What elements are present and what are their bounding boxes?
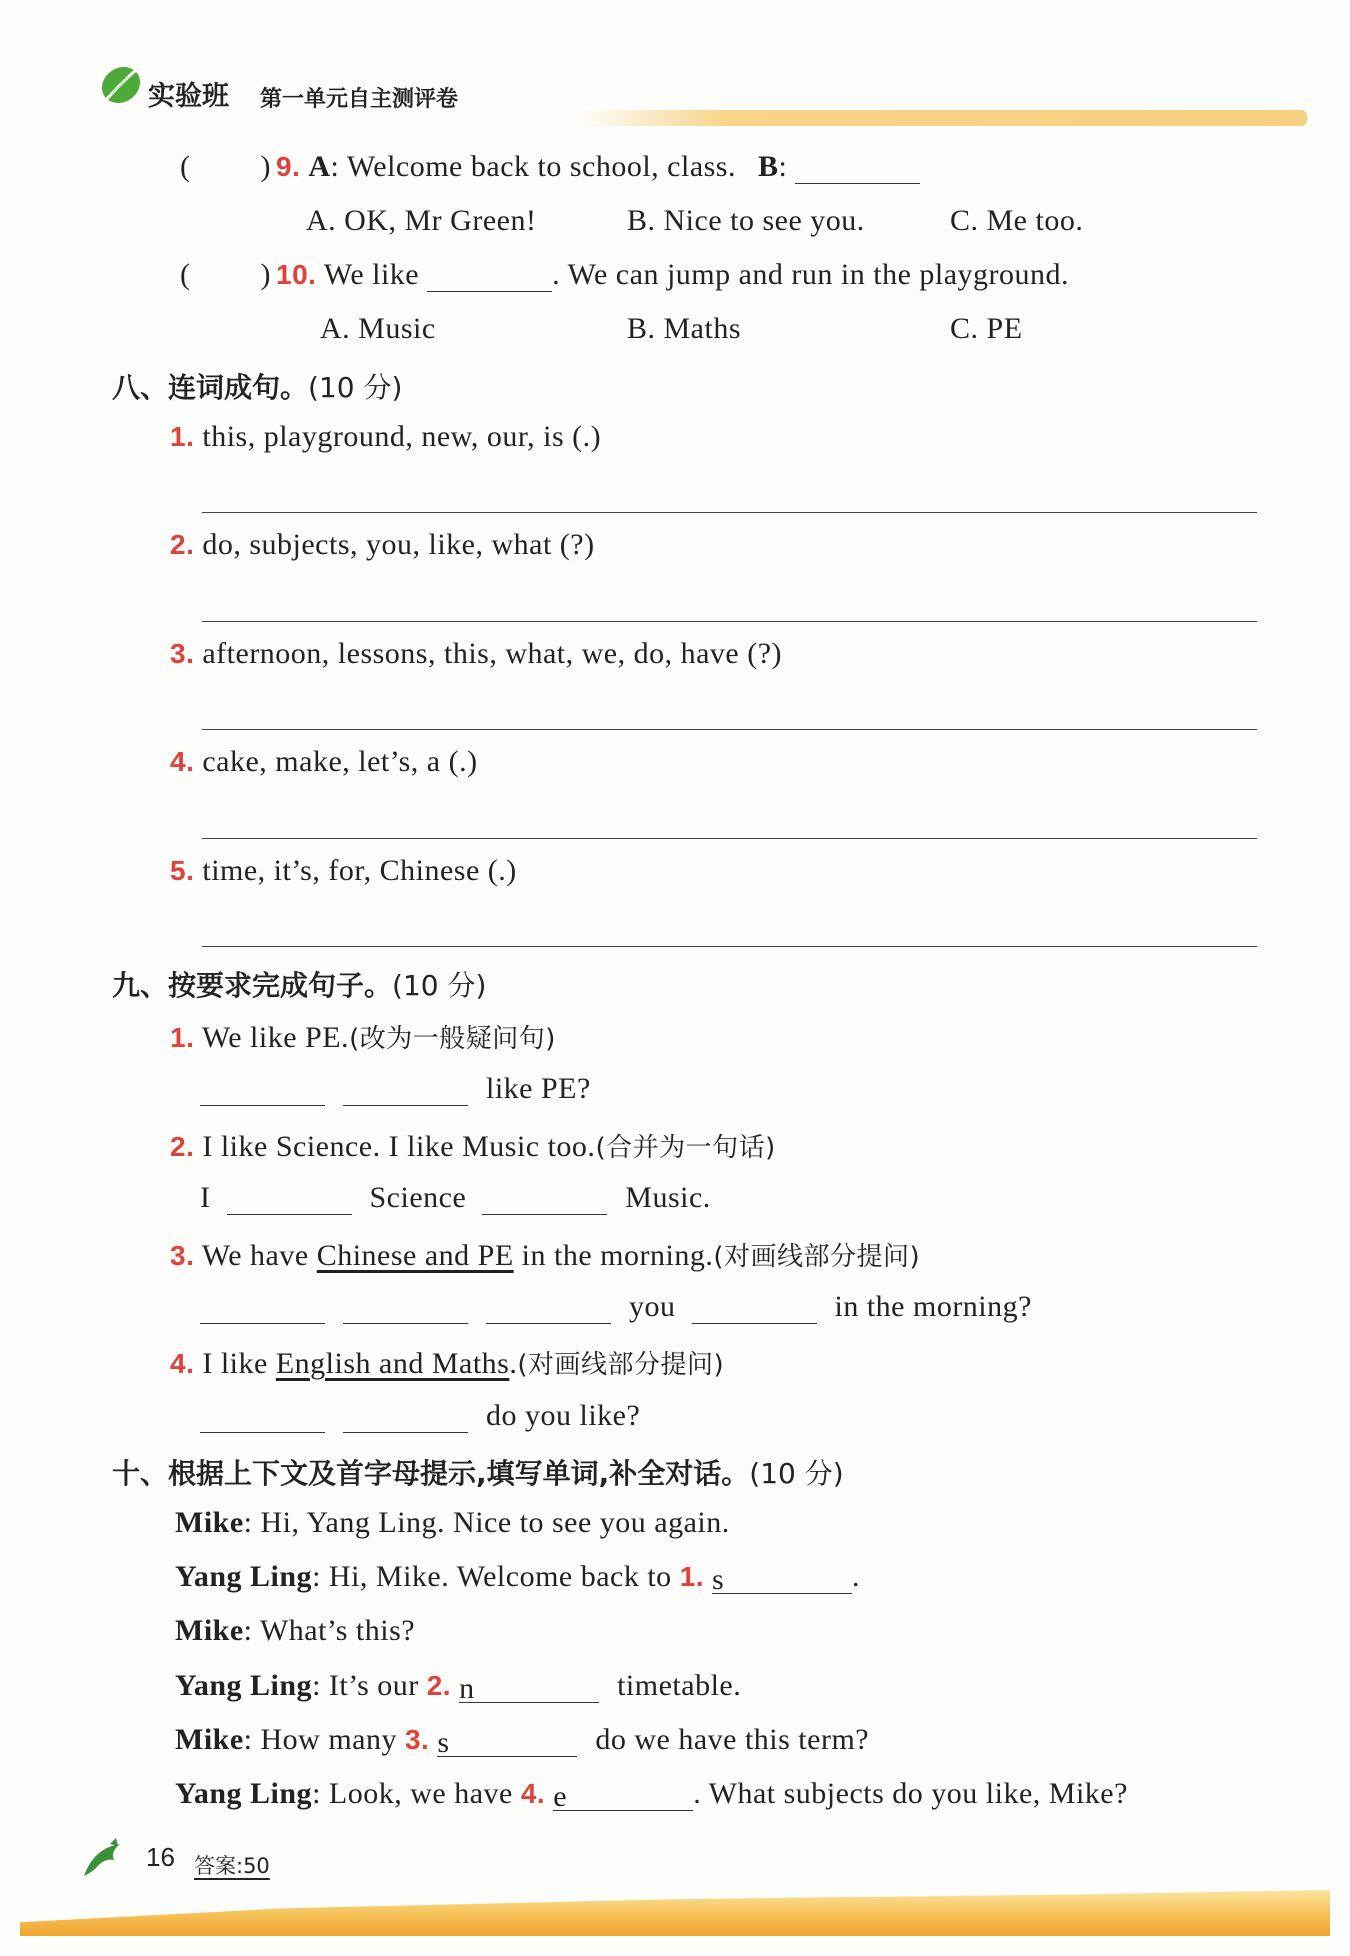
footer-decoration-band <box>20 1890 1330 1936</box>
section8-heading: 八、连词成句。(10 分) <box>112 371 403 404</box>
s9-q1-blank-2[interactable] <box>343 1075 468 1106</box>
s9-q1-answer: like PE? <box>200 1072 591 1106</box>
dialogue-line-3: Mike: What’s this? <box>175 1614 416 1647</box>
s9-q2-blank-1[interactable] <box>227 1184 352 1215</box>
s9-q4-blank-1[interactable] <box>200 1402 325 1433</box>
q10-answer-bracket[interactable]: ( ) <box>180 258 271 291</box>
s9-q2-blank-2[interactable] <box>482 1184 607 1215</box>
s9-q3-blank-4[interactable] <box>692 1293 817 1324</box>
dialogue-line-4: Yang Ling: It’s our 2. n timetable. <box>175 1669 742 1705</box>
q10-option-b: B. Maths <box>627 312 742 345</box>
leaf-logo-icon <box>98 62 144 108</box>
s9-q3-answer: you in the morning? <box>200 1290 1032 1324</box>
q9-option-b: B. Nice to see you. <box>627 204 865 237</box>
test-title: 第一单元自主测评卷 <box>260 87 459 112</box>
section9-heading: 九、按要求完成句子。(10 分) <box>112 969 487 1002</box>
s8-item-3: 3. afternoon, lessons, this, what, we, do, have (?) <box>170 637 783 670</box>
q9-option-c: C. Me too. <box>950 204 1084 237</box>
s8-item-5: 5. time, it’s, for, Chinese (.) <box>170 854 517 887</box>
s9-q4-blank-2[interactable] <box>343 1402 468 1433</box>
page-number: 16 <box>146 1842 175 1872</box>
s8-answer-line-2[interactable] <box>202 621 1257 622</box>
q9-answer-bracket[interactable]: ( ) <box>180 150 271 183</box>
s8-answer-line-1[interactable] <box>202 512 1257 513</box>
s8-answer-line-4[interactable] <box>202 838 1257 839</box>
dialogue-line-6: Yang Ling: Look, we have 4. e . What subjects do you like, Mike? <box>175 1777 1128 1813</box>
s8-answer-line-5[interactable] <box>202 946 1257 947</box>
s8-item-2: 2. do, subjects, you, like, what (?) <box>170 528 595 561</box>
s9-q3-blank-3[interactable] <box>486 1293 611 1324</box>
brand-name: 实验班 <box>148 81 229 112</box>
dolphin-icon <box>80 1838 128 1882</box>
s9-q3-blank-1[interactable] <box>200 1293 325 1324</box>
dialogue-line-5: Mike: How many 3. s do we have this term? <box>175 1723 870 1759</box>
q10-option-c: C. PE <box>950 312 1023 345</box>
dialogue-blank-1[interactable]: s <box>712 1563 852 1594</box>
s9-q4: 4. I like English and Maths.(对画线部分提问) <box>170 1347 725 1380</box>
dialogue-line-1: Mike: Hi, Yang Ling. Nice to see you again. <box>175 1506 730 1539</box>
s9-q1: 1. We like PE.(改为一般疑问句) <box>170 1021 556 1054</box>
dialogue-blank-3[interactable]: s <box>437 1726 577 1757</box>
dialogue-line-2: Yang Ling: Hi, Mike. Welcome back to 1. s . <box>175 1560 861 1596</box>
s8-item-1: 1. this, playground, new, our, is (.) <box>170 420 602 453</box>
q10-blank[interactable] <box>427 261 552 292</box>
s9-q3: 3. We have Chinese and PE in the morning.(对画线部分提问) <box>170 1239 921 1272</box>
s8-item-4: 4. cake, make, let’s, a (.) <box>170 745 478 778</box>
answer-page-ref: 答案:50 <box>194 1854 270 1878</box>
dialogue-blank-2[interactable]: n <box>459 1672 599 1703</box>
s9-q2: 2. I like Science. I like Music too.(合并为一句话) <box>170 1130 776 1163</box>
s8-answer-line-3[interactable] <box>202 729 1257 730</box>
s9-q4-answer: do you like? <box>200 1399 640 1433</box>
header-decoration-band <box>580 110 1307 126</box>
s9-q1-blank-1[interactable] <box>200 1075 325 1106</box>
section10-heading: 十、根据上下文及首字母提示,填写单词,补全对话。(10 分) <box>112 1457 844 1490</box>
q9-option-a: A. OK, Mr Green! <box>306 204 537 237</box>
dialogue-blank-4[interactable]: e <box>553 1780 693 1811</box>
q9-question: 9. A: Welcome back to school, class. B: <box>276 150 920 184</box>
q10-option-a: A. Music <box>320 312 436 345</box>
s9-q3-blank-2[interactable] <box>343 1293 468 1324</box>
s9-q2-answer: I Science Music. <box>200 1181 711 1214</box>
q10-question: 10. We like . We can jump and run in the playground. <box>276 258 1070 291</box>
q9-blank[interactable] <box>795 153 920 184</box>
